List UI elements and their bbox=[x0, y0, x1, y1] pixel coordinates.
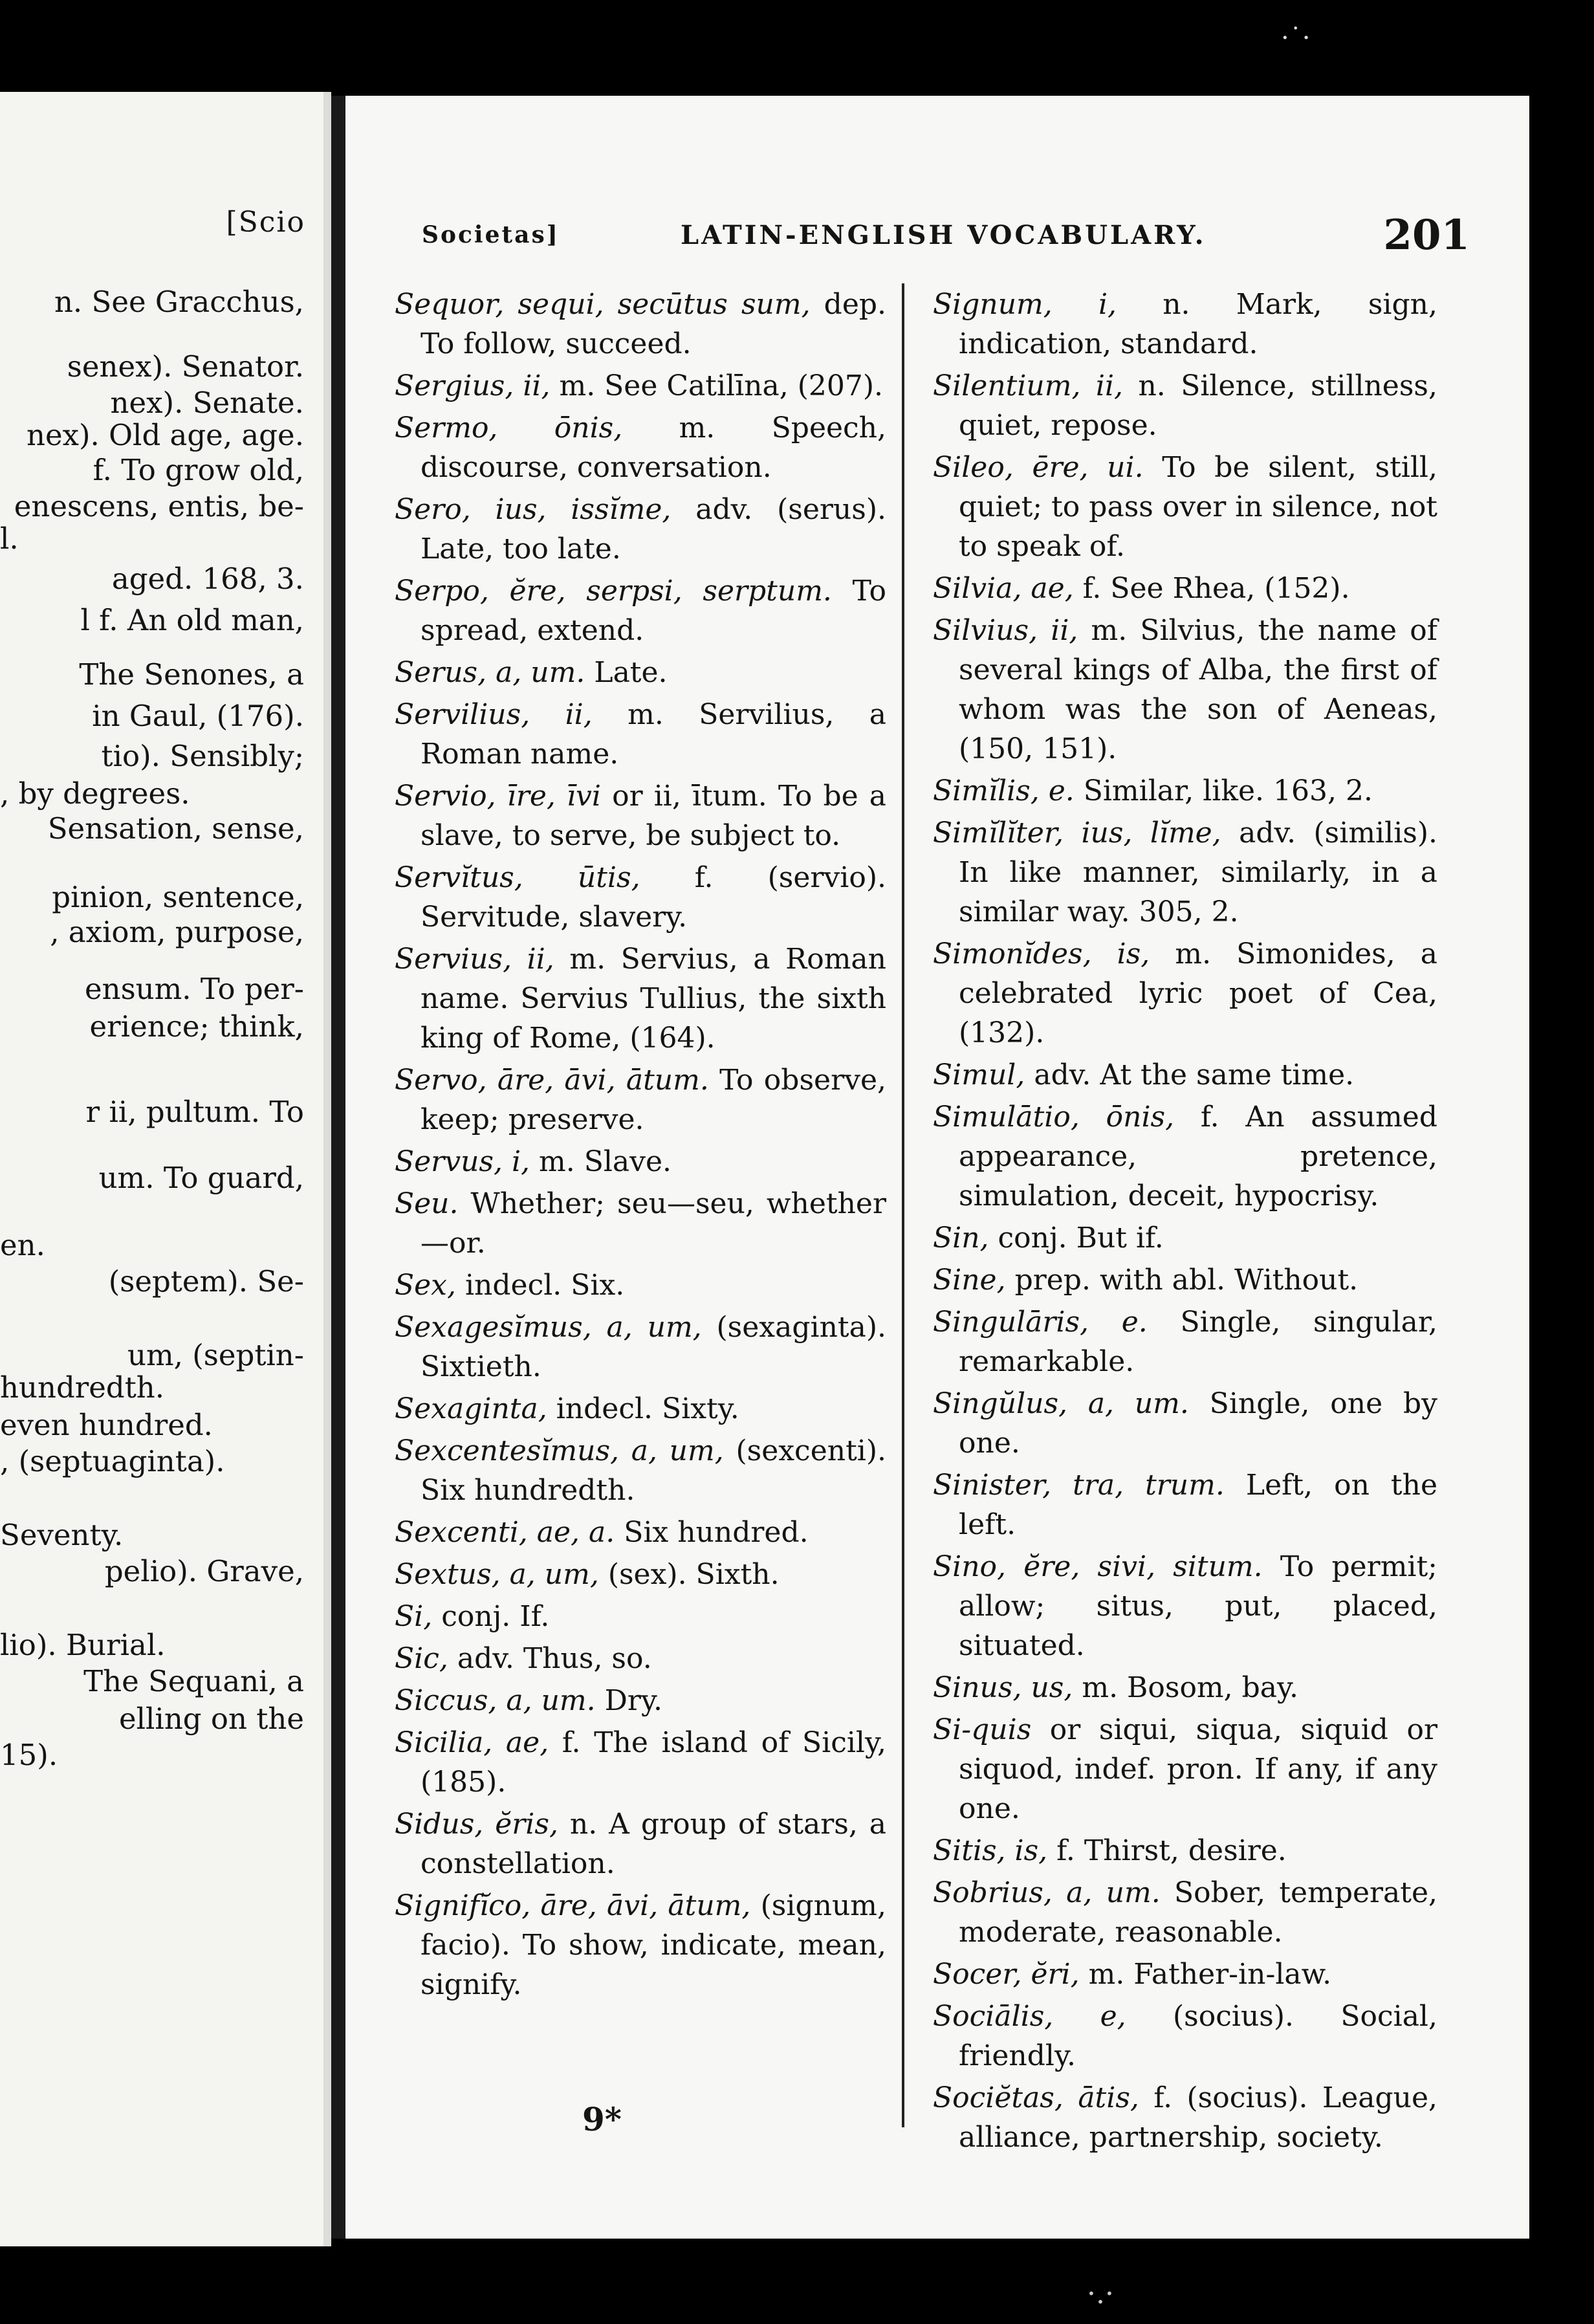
entry-headword: Sociĕtas, ātis, bbox=[933, 2081, 1139, 2114]
signature-mark: 9* bbox=[582, 2100, 622, 2138]
entry-headword: Servus, i, bbox=[395, 1145, 530, 1178]
left-page-line: um, (septin- bbox=[127, 1338, 304, 1372]
dictionary-entry bbox=[395, 1597, 886, 1636]
dictionary-entry bbox=[395, 285, 886, 364]
dictionary-entry bbox=[933, 1831, 1437, 1870]
scan-artifact-bottom: ·.· bbox=[1087, 2277, 1114, 2310]
running-head-title: LATIN-ENGLISH VOCABULARY. bbox=[681, 220, 1206, 250]
entry-headword: Singulāris, e. bbox=[933, 1306, 1148, 1339]
entry-definition: dep. To follow, succeed. bbox=[420, 288, 887, 360]
dictionary-entry bbox=[933, 1547, 1437, 1665]
entry-headword: Siccus, a, um. bbox=[395, 1684, 596, 1717]
entry-definition: Late. bbox=[585, 656, 668, 689]
left-page-line: , axiom, purpose, bbox=[50, 915, 304, 949]
entry-definition: (sexcenti). Six hundredth. bbox=[420, 1434, 886, 1507]
left-page-line: hundredth. bbox=[0, 1370, 165, 1405]
entry-definition: m. Simonides, a celebrated lyric poet of Cea, (132). bbox=[959, 937, 1437, 1049]
entry-headword: Simĭlis, e. bbox=[933, 774, 1075, 807]
entry-definition: Single, singular, remarkable. bbox=[959, 1306, 1438, 1378]
entry-headword: Simul, bbox=[933, 1058, 1025, 1091]
entry-headword: Si-quis bbox=[933, 1713, 1032, 1746]
entry-definition: To permit; allow; situs, put, placed, situated. bbox=[959, 1550, 1437, 1662]
entry-headword: Sexcentesĭmus, a, um, bbox=[395, 1434, 724, 1467]
entry-headword: Servio, īre, īvi bbox=[395, 780, 601, 813]
entry-headword: Sexcenti, ae, a. bbox=[395, 1516, 615, 1549]
entry-headword: Silentium, ii, bbox=[933, 369, 1124, 402]
dictionary-entry bbox=[395, 1804, 886, 1883]
entry-headword: Serus, a, um. bbox=[395, 656, 585, 689]
entry-headword: Sileo, ēre, ui. bbox=[933, 451, 1144, 484]
entry-headword: Sexagesĭmus, a, um, bbox=[395, 1311, 702, 1344]
dictionary-entry bbox=[395, 1555, 886, 1594]
dictionary-entry bbox=[933, 2078, 1437, 2157]
dictionary-entry bbox=[933, 1955, 1437, 1994]
left-page-line: tio). Sensibly; bbox=[101, 739, 304, 773]
entry-headword: Serpo, ĕre, serpsi, serptum. bbox=[395, 575, 832, 608]
entry-headword: Sin, bbox=[933, 1222, 989, 1255]
entry-headword: Simonĭdes, is, bbox=[933, 937, 1150, 970]
scan-artifact: ·˙· bbox=[1281, 23, 1311, 53]
entry-definition: Six hundred. bbox=[615, 1516, 809, 1549]
entry-definition: n. Mark, sign, indication, standard. bbox=[959, 288, 1437, 360]
entry-definition: prep. with abl. Without. bbox=[1005, 1264, 1359, 1297]
entry-headword: Signum, i, bbox=[933, 288, 1117, 321]
entry-headword: Sino, ĕre, sivi, situm. bbox=[933, 1550, 1263, 1583]
dictionary-entry bbox=[933, 813, 1437, 932]
dictionary-entry bbox=[395, 653, 886, 692]
entry-definition: m. Silvius, the name of several kings of Alba, the first of whom was the son of Aeneas, (150, 151). bbox=[959, 614, 1437, 765]
entry-definition: To be silent, still, quiet; to pass over in silence, not to speak of. bbox=[959, 451, 1437, 563]
vocabulary-column-right bbox=[933, 285, 1437, 2160]
left-page-line: , by degrees. bbox=[0, 776, 190, 811]
dictionary-entry bbox=[395, 858, 886, 937]
left-page bbox=[0, 92, 323, 2246]
entry-definition: Sober, temperate, moderate, reasonable. bbox=[959, 1876, 1437, 1949]
entry-headword: Sicilia, ae, bbox=[395, 1726, 549, 1759]
left-page-line: l. bbox=[0, 521, 19, 556]
entry-definition: Single, one by one. bbox=[959, 1387, 1437, 1460]
entry-definition: m. Servilius, a Roman name. bbox=[420, 698, 887, 771]
entry-definition: f. (servio). Servitude, slavery. bbox=[420, 861, 886, 934]
entry-headword: Socer, ĕri, bbox=[933, 1958, 1080, 1991]
left-page-line: um. To guard, bbox=[98, 1161, 304, 1195]
left-page-line: , (septuaginta). bbox=[0, 1444, 225, 1478]
entry-headword: Sine, bbox=[933, 1264, 1006, 1297]
entry-definition: or ii, ītum. To be a slave, to serve, be subject to. bbox=[420, 780, 886, 852]
entry-definition: To spread, extend. bbox=[420, 575, 886, 647]
dictionary-entry bbox=[395, 1142, 886, 1181]
entry-headword: Simulātio, ōnis, bbox=[933, 1101, 1175, 1134]
entry-definition: (sexaginta). Sixtieth. bbox=[420, 1311, 886, 1383]
entry-definition: To observe, keep; preserve. bbox=[420, 1064, 886, 1136]
left-page-line: r ii, pultum. To bbox=[85, 1095, 304, 1129]
entry-headword: Seu. bbox=[395, 1187, 459, 1220]
right-page bbox=[331, 96, 1529, 2239]
entry-headword: Sic, bbox=[395, 1642, 448, 1675]
entry-headword: Silvia, ae, bbox=[933, 572, 1074, 605]
left-page-line: enescens, entis, be- bbox=[14, 489, 304, 523]
dictionary-entry bbox=[395, 1681, 886, 1720]
entry-definition: f. The island of Sicily, (185). bbox=[420, 1726, 886, 1799]
dictionary-entry bbox=[933, 934, 1437, 1053]
entry-headword: Sociālis, e, bbox=[933, 2000, 1126, 2033]
entry-definition: f. (socius). League, alliance, partnership, society. bbox=[959, 2081, 1438, 2154]
entry-definition: indecl. Sixty. bbox=[547, 1392, 739, 1425]
dictionary-entry bbox=[933, 1710, 1437, 1828]
dictionary-entry bbox=[395, 939, 886, 1058]
dictionary-entry bbox=[395, 1639, 886, 1678]
left-page-line: (septem). Se- bbox=[108, 1264, 304, 1299]
entry-definition: adv. (serus). Late, too late. bbox=[420, 493, 886, 565]
left-page-line: en. bbox=[0, 1228, 45, 1262]
dictionary-entry bbox=[395, 1184, 886, 1263]
entry-definition: (socius). Social, friendly. bbox=[959, 2000, 1437, 2072]
left-page-line: Sensation, sense, bbox=[47, 811, 304, 846]
dictionary-entry bbox=[933, 285, 1437, 364]
dictionary-entry bbox=[933, 1873, 1437, 1952]
entry-headword: Singŭlus, a, um. bbox=[933, 1387, 1189, 1420]
entry-definition: n. A group of stars, a constellation. bbox=[420, 1808, 887, 1880]
entry-headword: Servo, āre, āvi, ātum. bbox=[395, 1064, 709, 1097]
left-page-line: nex). Senate. bbox=[110, 386, 304, 420]
left-page-line: The Sequani, a bbox=[83, 1664, 304, 1698]
left-page-line: The Senones, a bbox=[79, 657, 304, 692]
dictionary-entry bbox=[933, 1384, 1437, 1463]
dictionary-entry bbox=[395, 1060, 886, 1139]
entry-definition: (signum, facio). To show, indicate, mean, signify. bbox=[420, 1889, 886, 2001]
dictionary-entry bbox=[933, 569, 1437, 608]
left-page-line: pinion, sentence, bbox=[52, 880, 304, 914]
left-page-line: f. To grow old, bbox=[93, 453, 304, 487]
entry-headword: Servĭtus, ūtis, bbox=[395, 861, 640, 894]
entry-definition: adv. At the same time. bbox=[1025, 1058, 1355, 1091]
entry-definition: m. See Catilīna, (207). bbox=[550, 369, 884, 402]
vocabulary-column-left bbox=[395, 285, 886, 2007]
left-page-line: l f. An old man, bbox=[80, 603, 304, 637]
entry-headword: Sero, ius, issĭme, bbox=[395, 493, 671, 526]
entry-definition: Whether; seu—seu, whether —or. bbox=[420, 1187, 886, 1260]
entry-headword: Sitis, is, bbox=[933, 1834, 1048, 1867]
entry-definition: f. See Rhea, (152). bbox=[1073, 572, 1350, 605]
left-running-head: [Scio bbox=[226, 206, 305, 239]
left-page-line: in Gaul, (176). bbox=[92, 699, 304, 733]
left-page-line: erience; think, bbox=[89, 1009, 304, 1044]
dictionary-entry bbox=[933, 366, 1437, 445]
dictionary-entry bbox=[933, 1218, 1437, 1258]
page-number: 201 bbox=[1383, 211, 1470, 259]
entry-headword: Sidus, ĕris, bbox=[395, 1808, 558, 1841]
left-page-line: nex). Old age, age. bbox=[27, 418, 304, 452]
entry-definition: Dry. bbox=[595, 1684, 662, 1717]
dictionary-entry bbox=[395, 1886, 886, 2004]
column-divider bbox=[902, 283, 904, 2127]
entry-headword: Sergius, ii, bbox=[395, 369, 551, 402]
dictionary-entry bbox=[933, 1997, 1437, 2076]
left-page-line: elling on the bbox=[119, 1702, 304, 1736]
entry-headword: Servilius, ii, bbox=[395, 698, 593, 731]
dictionary-entry bbox=[395, 1266, 886, 1305]
entry-definition: m. Father-in-law. bbox=[1079, 1958, 1332, 1991]
left-page-line: even hundred. bbox=[0, 1408, 213, 1442]
left-page-line: ensum. To per- bbox=[84, 972, 304, 1006]
entry-headword: Servius, ii, bbox=[395, 943, 554, 976]
book-gutter bbox=[323, 92, 331, 2246]
entry-definition: Left, on the left. bbox=[959, 1469, 1437, 1541]
dictionary-entry bbox=[395, 1308, 886, 1387]
dictionary-entry bbox=[933, 1055, 1437, 1095]
entry-headword: Signifĭco, āre, āvi, ātum, bbox=[395, 1889, 751, 1922]
entry-definition: or siqui, siqua, siquid or siquod, indef. pron. If any, if any one. bbox=[959, 1713, 1437, 1825]
dictionary-entry bbox=[395, 695, 886, 774]
left-page-line: n. See Gracchus, bbox=[54, 285, 304, 319]
left-page-line: senex). Senator. bbox=[67, 349, 304, 384]
entry-definition: n. Silence, stillness, quiet, repose. bbox=[959, 369, 1437, 442]
entry-definition: Similar, like. 163, 2. bbox=[1074, 774, 1373, 807]
entry-headword: Sextus, a, um, bbox=[395, 1558, 599, 1591]
left-page-line: lio). Burial. bbox=[0, 1628, 166, 1662]
dictionary-entry bbox=[395, 1389, 886, 1429]
left-page-line: aged. 168, 3. bbox=[111, 562, 304, 596]
dictionary-entry bbox=[933, 1668, 1437, 1707]
dictionary-entry bbox=[395, 1513, 886, 1552]
entry-headword: Sexaginta, bbox=[395, 1392, 547, 1425]
entry-definition: m. Bosom, bay. bbox=[1073, 1671, 1299, 1704]
entry-headword: Sequor, sequi, secūtus sum, bbox=[395, 288, 811, 321]
entry-definition: adv. Thus, so. bbox=[448, 1642, 652, 1675]
dictionary-entry bbox=[933, 1302, 1437, 1381]
entry-definition: f. Thirst, desire. bbox=[1047, 1834, 1287, 1867]
dictionary-entry bbox=[933, 771, 1437, 811]
dictionary-entry bbox=[395, 776, 886, 855]
entry-headword: Sobrius, a, um. bbox=[933, 1876, 1161, 1909]
entry-definition: m. Speech, discourse, conversation. bbox=[420, 411, 886, 484]
entry-headword: Sinister, tra, trum. bbox=[933, 1469, 1225, 1502]
entry-definition: m. Slave. bbox=[530, 1145, 672, 1178]
left-page-line: 15). bbox=[0, 1738, 58, 1772]
entry-headword: Si, bbox=[395, 1600, 433, 1633]
entry-headword: Simĭlĭter, ius, lĭme, bbox=[933, 817, 1221, 850]
entry-headword: Sermo, ōnis, bbox=[395, 411, 623, 444]
dictionary-entry bbox=[395, 1431, 886, 1510]
dictionary-entry bbox=[395, 408, 886, 487]
left-page-line: Seventy. bbox=[0, 1518, 124, 1552]
dictionary-entry bbox=[933, 1260, 1437, 1300]
left-page-line: pelio). Grave, bbox=[104, 1554, 304, 1588]
dictionary-entry bbox=[933, 1097, 1437, 1216]
entry-definition: conj. But if. bbox=[988, 1222, 1164, 1255]
dictionary-entry bbox=[933, 448, 1437, 566]
entry-headword: Silvius, ii, bbox=[933, 614, 1078, 647]
entry-headword: Sinus, us, bbox=[933, 1671, 1073, 1704]
running-head-abbr: Societas] bbox=[422, 221, 560, 248]
dictionary-entry bbox=[933, 611, 1437, 769]
entry-definition: indecl. Six. bbox=[455, 1269, 625, 1302]
dictionary-entry bbox=[395, 490, 886, 569]
entry-definition: conj. If. bbox=[432, 1600, 550, 1633]
page-header bbox=[422, 211, 1470, 263]
entry-definition: f. An assumed appearance, pretence, simulation, deceit, hypocrisy. bbox=[959, 1101, 1437, 1212]
dictionary-entry bbox=[395, 1723, 886, 1802]
entry-definition: (sex). Sixth. bbox=[598, 1558, 780, 1591]
entry-definition: adv. (similis). In like manner, similarly, in a similar way. 305, 2. bbox=[959, 817, 1438, 928]
dictionary-entry bbox=[933, 1465, 1437, 1544]
dictionary-entry bbox=[395, 571, 886, 650]
entry-definition: m. Servius, a Roman name. Servius Tullius, the sixth king of Rome, (164). bbox=[420, 943, 886, 1055]
page-edge-shadow bbox=[331, 96, 345, 2239]
entry-headword: Sex, bbox=[395, 1269, 456, 1302]
dictionary-entry bbox=[395, 366, 886, 406]
